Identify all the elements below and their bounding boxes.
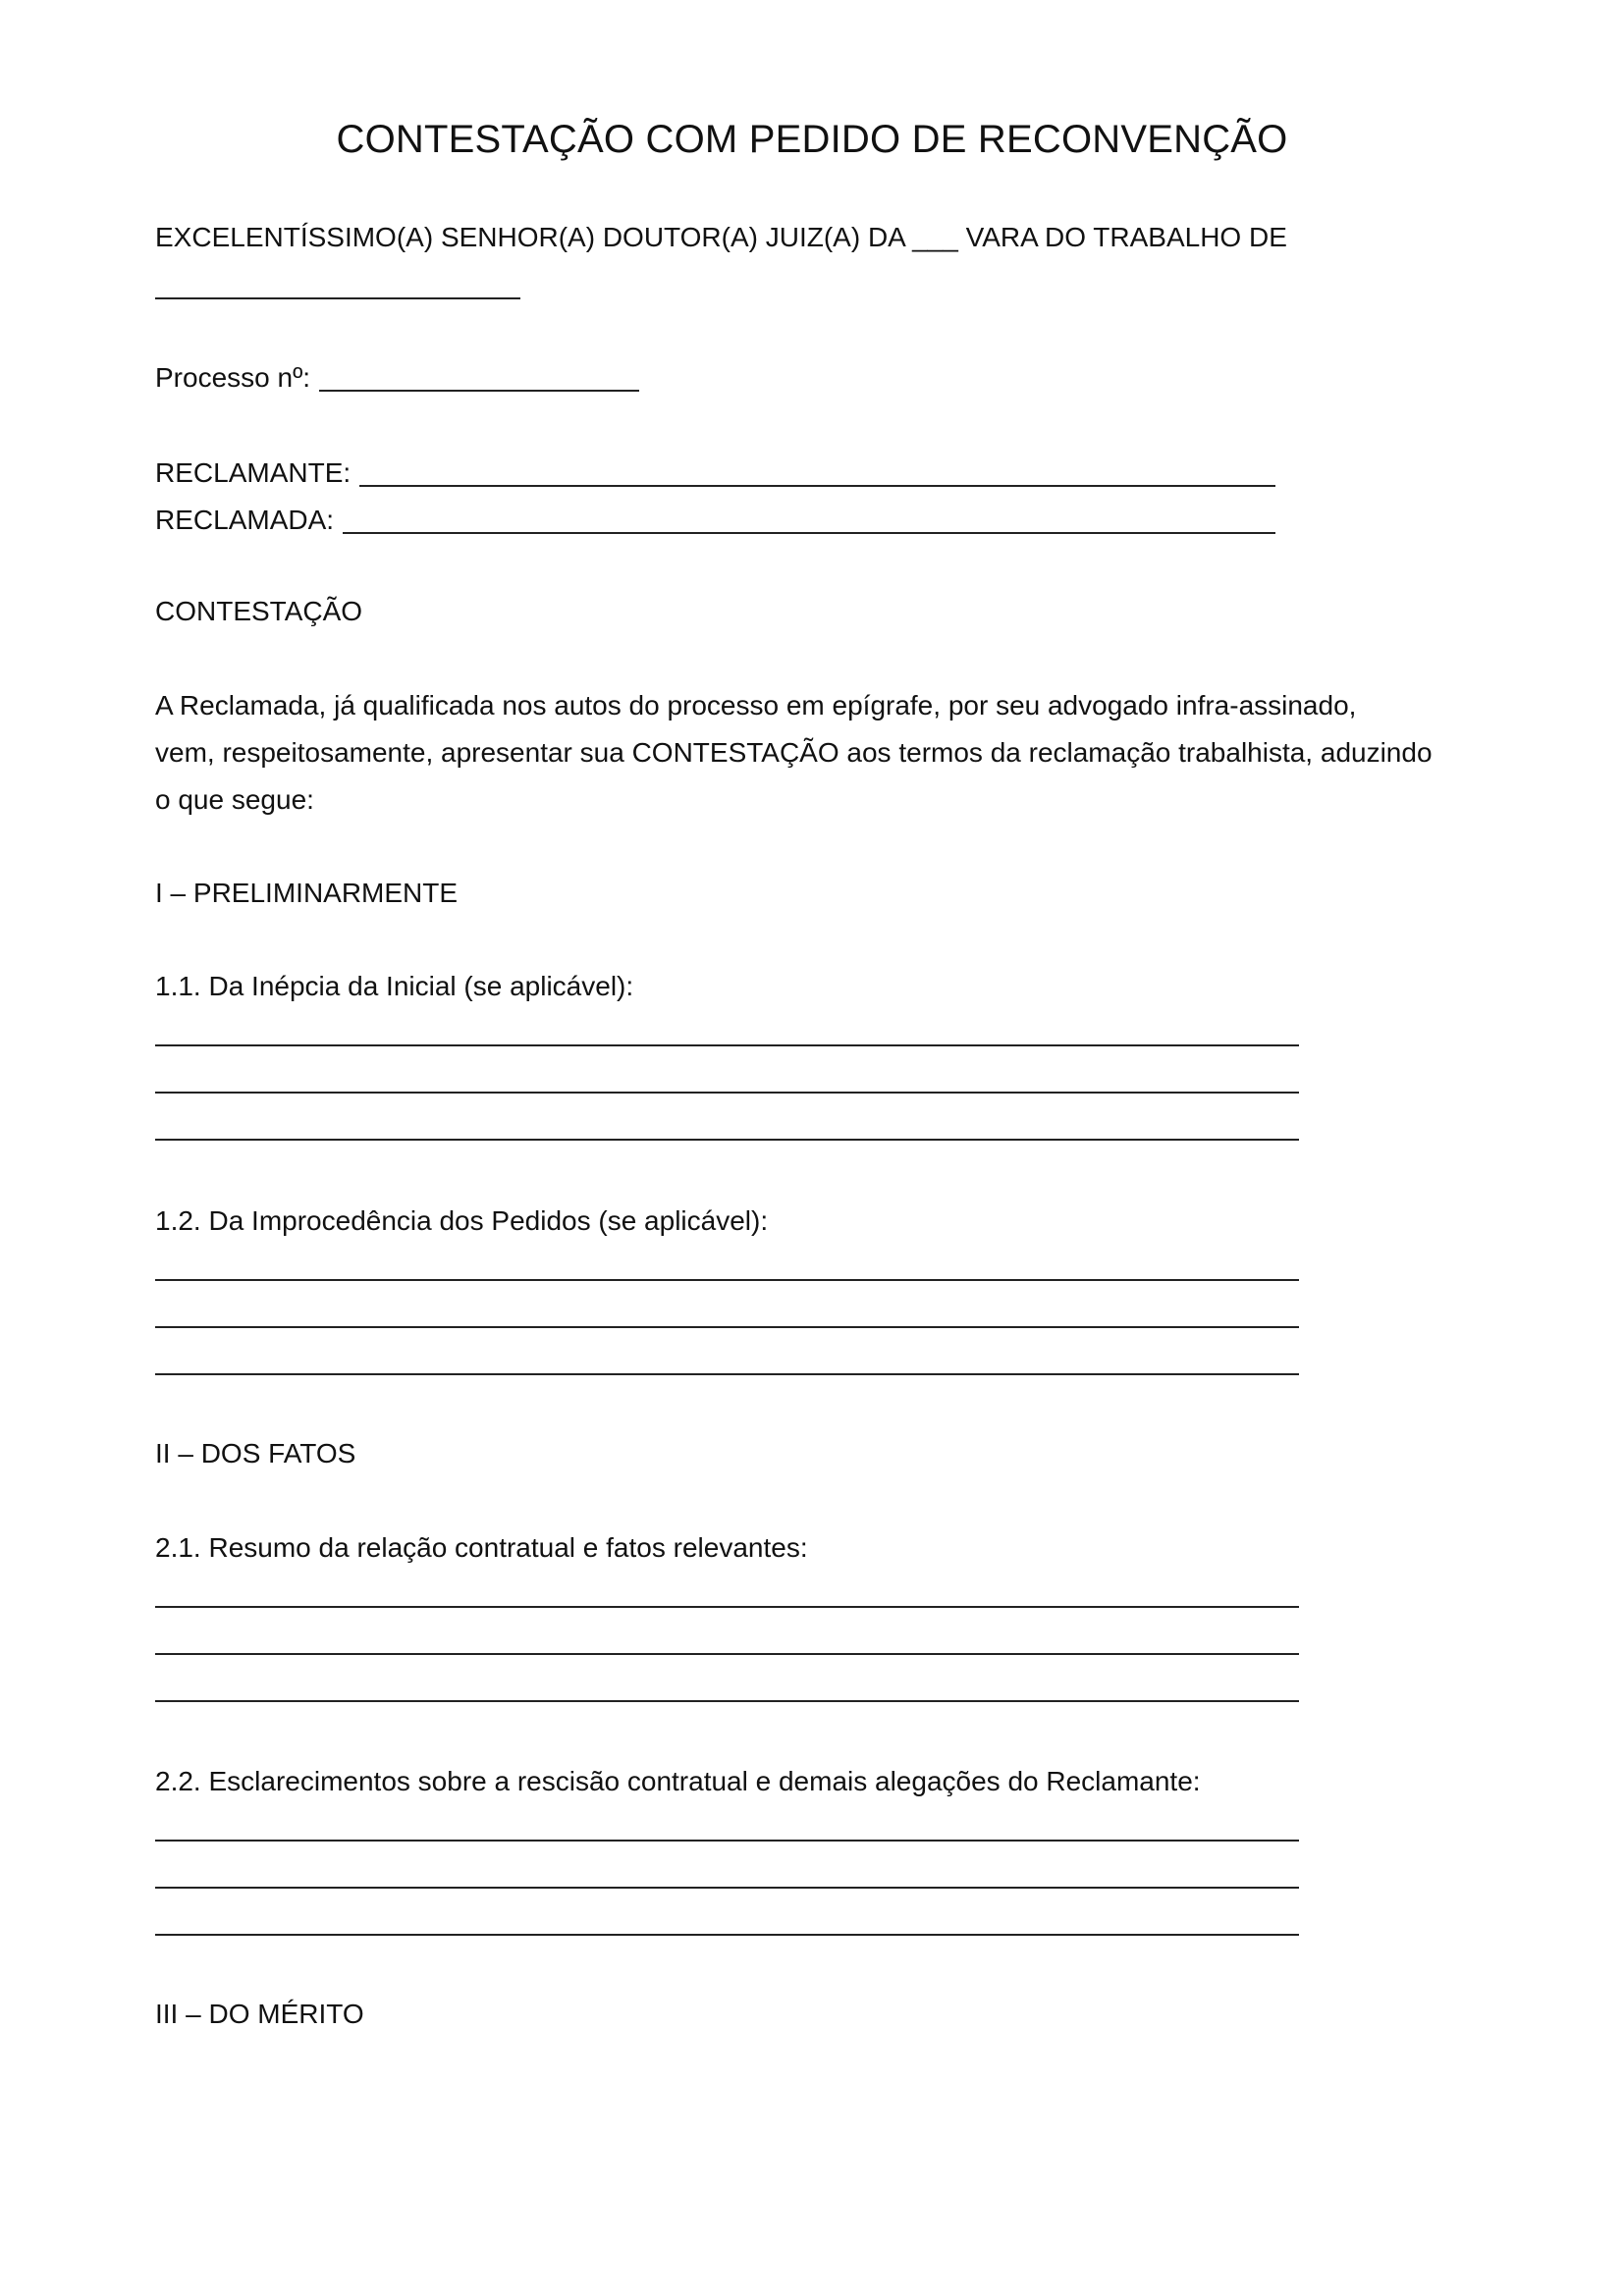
section-heading-do-merito: III – DO MÉRITO bbox=[155, 1999, 364, 2029]
item-2-2-answer-line[interactable] bbox=[155, 1934, 1299, 1936]
section-heading-preliminarmente: I – PRELIMINARMENTE bbox=[155, 878, 459, 908]
item-2-1-label: 2.1. Resumo da relação contratual e fatos relevantes: bbox=[155, 1532, 808, 1563]
item-2-1-answer-line[interactable] bbox=[155, 1653, 1299, 1655]
item-2-1-answer-line[interactable] bbox=[155, 1700, 1299, 1702]
intro-line: vem, respeitosamente, apresentar sua CONTESTAÇÃO aos termos da reclamação trabalhista, aduzindo bbox=[155, 737, 1433, 768]
reclamada-blank[interactable] bbox=[343, 532, 1275, 534]
item-1-1-answer-line[interactable] bbox=[155, 1139, 1299, 1141]
intro-paragraph bbox=[155, 682, 1510, 824]
item-1-1-answer-line[interactable] bbox=[155, 1044, 1299, 1046]
vara-location-blank[interactable] bbox=[155, 297, 520, 299]
contestacao-heading: CONTESTAÇÃO bbox=[155, 596, 363, 626]
intro-line: o que segue: bbox=[155, 784, 314, 815]
document-title: CONTESTAÇÃO COM PEDIDO DE RECONVENÇÃO bbox=[336, 118, 1288, 161]
processo-number-blank[interactable] bbox=[319, 390, 639, 392]
item-1-1-label: 1.1. Da Inépcia da Inicial (se aplicável): bbox=[155, 971, 634, 1001]
item-1-2-answer-line[interactable] bbox=[155, 1326, 1299, 1328]
processo-label: Processo nº: bbox=[155, 362, 311, 393]
item-1-2-answer-line[interactable] bbox=[155, 1373, 1299, 1375]
item-2-2-answer-line[interactable] bbox=[155, 1887, 1299, 1889]
intro-line: A Reclamada, já qualificada nos autos do processo em epígrafe, por seu advogado infra-assinado, bbox=[155, 690, 1357, 721]
item-1-2-label: 1.2. Da Improcedência dos Pedidos (se aplicável): bbox=[155, 1205, 769, 1236]
section-heading-dos-fatos: II – DOS FATOS bbox=[155, 1438, 356, 1468]
item-2-2-answer-line[interactable] bbox=[155, 1840, 1299, 1842]
reclamante-label: RECLAMANTE: bbox=[155, 457, 352, 488]
addressee-line: EXCELENTÍSSIMO(A) SENHOR(A) DOUTOR(A) JUIZ(A) DA ___ VARA DO TRABALHO DE bbox=[155, 222, 1287, 252]
reclamada-label: RECLAMADA: bbox=[155, 505, 335, 535]
reclamante-blank[interactable] bbox=[359, 485, 1275, 487]
item-1-2-answer-line[interactable] bbox=[155, 1279, 1299, 1281]
item-1-1-answer-line[interactable] bbox=[155, 1092, 1299, 1094]
item-2-1-answer-line[interactable] bbox=[155, 1606, 1299, 1608]
item-2-2-label: 2.2. Esclarecimentos sobre a rescisão contratual e demais alegações do Reclamante: bbox=[155, 1766, 1201, 1796]
